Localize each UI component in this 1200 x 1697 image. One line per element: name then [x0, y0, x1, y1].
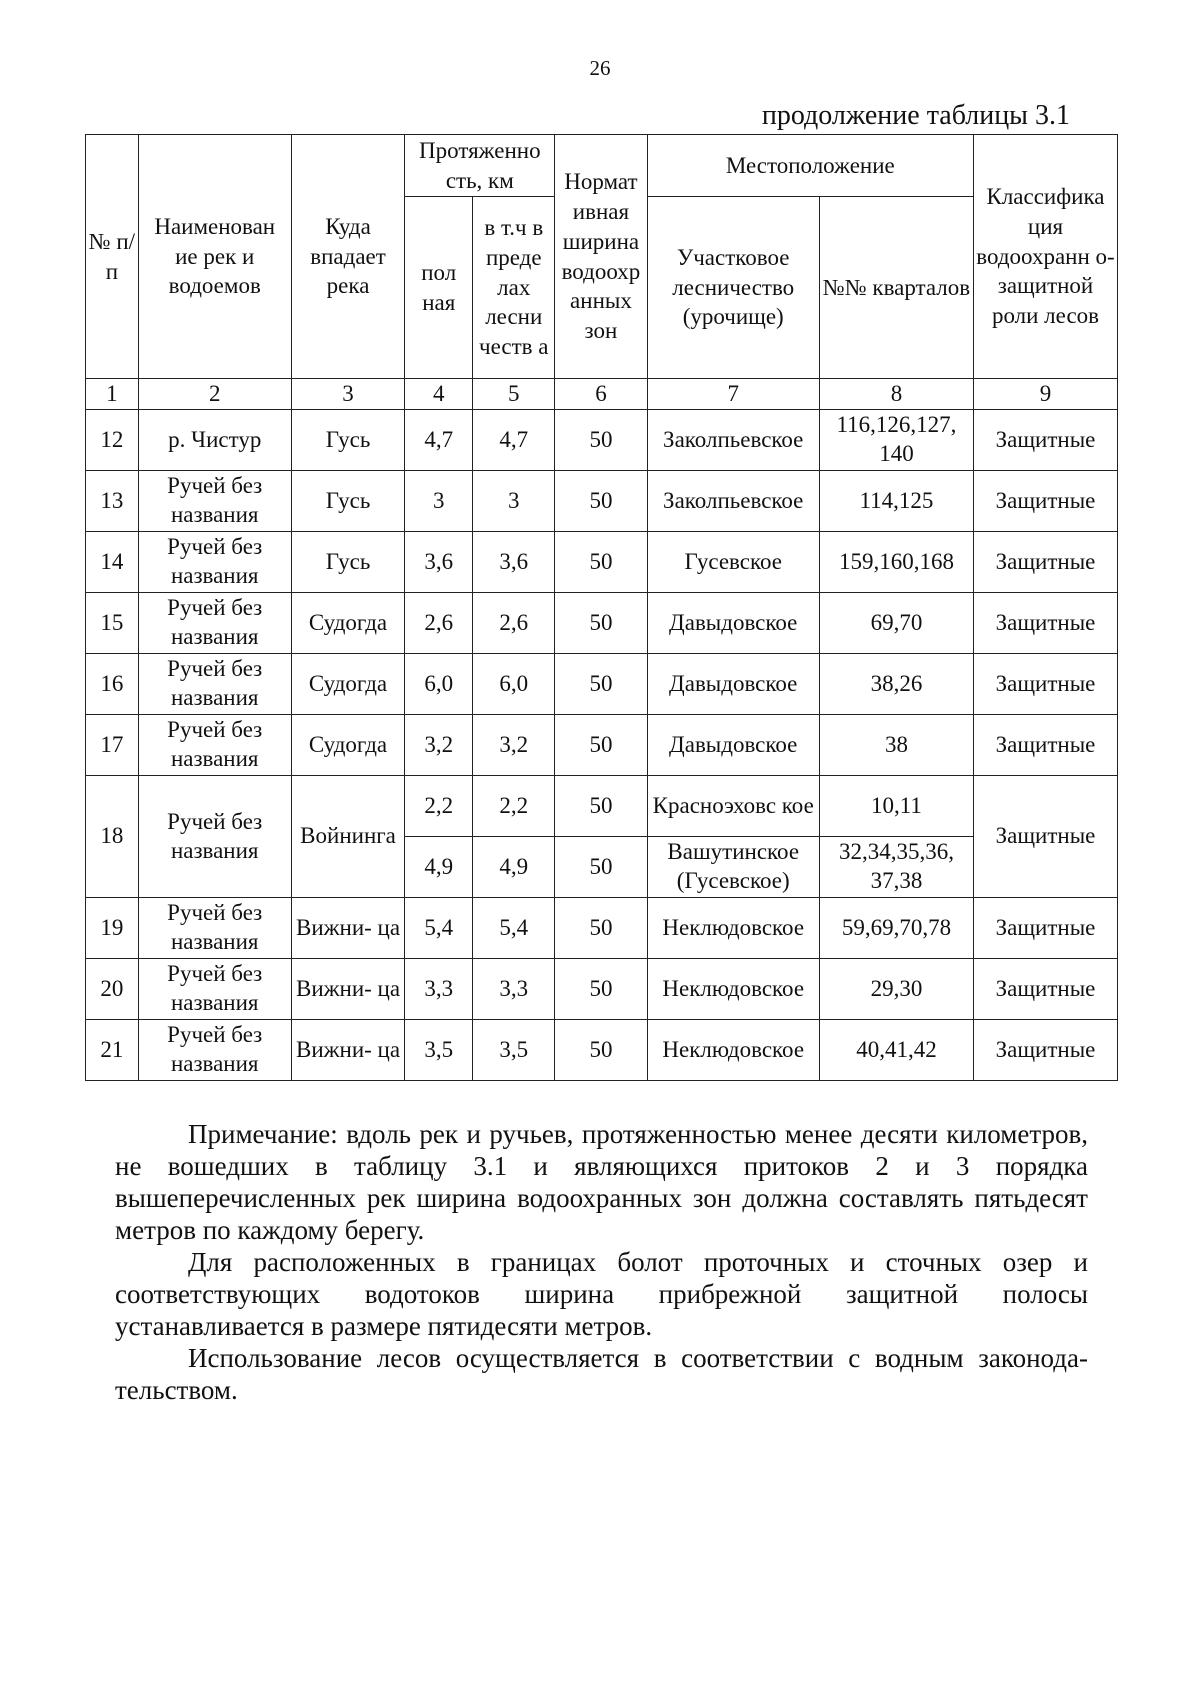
cell-norm-width: 50 [555, 715, 647, 776]
cell-length-in-forest: 6,0 [473, 654, 555, 715]
header-length-in-forest: в т.ч в преде лах лесни честв а [473, 197, 555, 379]
cell-quarters: 116,126,127, 140 [819, 410, 973, 471]
cell-length-in-forest: 2,2 [473, 776, 555, 837]
cell-classification: Защитные [973, 654, 1117, 715]
header-length-total: пол ная [405, 197, 473, 379]
cell-norm-width: 50 [555, 410, 647, 471]
cell-quarters: 114,125 [819, 471, 973, 532]
cell-length-in-forest: 4,7 [473, 410, 555, 471]
cell-num: 17 [86, 715, 139, 776]
cell-length-total: 6,0 [405, 654, 473, 715]
column-number: 7 [647, 379, 819, 410]
cell-classification: Защитные [973, 593, 1117, 654]
cell-flows-into: Гусь [291, 410, 405, 471]
header-district: Участковое лесничество (урочище) [647, 197, 819, 379]
cell-classification: Защитные [973, 410, 1117, 471]
cell-quarters: 159,160,168 [819, 532, 973, 593]
page-number: 26 [589, 56, 611, 80]
column-number: 3 [291, 379, 405, 410]
table-row [86, 471, 1118, 532]
cell-norm-width: 50 [555, 776, 647, 837]
cell-norm-width: 50 [555, 837, 647, 898]
cell-norm-width: 50 [555, 1020, 647, 1081]
cell-flows-into: Войнинга [291, 776, 405, 898]
cell-length-in-forest: 4,9 [473, 837, 555, 898]
cell-num: 18 [86, 776, 139, 898]
table-row [86, 715, 1118, 776]
column-number: 5 [473, 379, 555, 410]
note-paragraph: Для расположенных в границах болот проточных и сточных озер и соответствующих водотоков ширина прибрежной защитной полосы устанавливается в размере пятидесяти метров. [115, 1247, 1088, 1341]
cell-num: 13 [86, 471, 139, 532]
cell-num: 19 [86, 898, 139, 959]
cell-flows-into: Гусь [291, 471, 405, 532]
cell-length-in-forest: 2,6 [473, 593, 555, 654]
cell-flows-into: Вижни- ца [291, 959, 405, 1020]
cell-flows-into: Вижни- ца [291, 898, 405, 959]
cell-length-total: 3,5 [405, 1020, 473, 1081]
cell-quarters: 38 [819, 715, 973, 776]
column-number: 9 [973, 379, 1117, 410]
cell-length-total: 3 [405, 471, 473, 532]
column-number: 1 [86, 379, 139, 410]
note-paragraph: Примечание: вдоль рек и ручьев, протяженностью менее десяти километров, не вошедших в таблицу 3.1 и являющихся притоков 2 и 3 порядка вышеперечисленных рек ширина водоохранных зон должна составлять пятьдесят метров по каждому берегу. [115, 1119, 1088, 1245]
table-row [86, 959, 1118, 1020]
cell-name: Ручей без названия [138, 776, 291, 898]
cell-quarters: 59,69,70,78 [819, 898, 973, 959]
cell-classification: Защитные [973, 471, 1117, 532]
cell-flows-into: Судогда [291, 654, 405, 715]
column-number-row [86, 379, 1118, 410]
cell-quarters: 10,11 [819, 776, 973, 837]
cell-classification: Защитные [973, 1020, 1117, 1081]
cell-num: 12 [86, 410, 139, 471]
cell-quarters: 69,70 [819, 593, 973, 654]
cell-district: Давыдовское [647, 654, 819, 715]
cell-flows-into: Вижни- ца [291, 1020, 405, 1081]
cell-name: Ручей без названия [138, 532, 291, 593]
cell-norm-width: 50 [555, 593, 647, 654]
column-number: 8 [819, 379, 973, 410]
cell-length-total: 2,6 [405, 593, 473, 654]
cell-district: Вашутинское (Гусевское) [647, 837, 819, 898]
header-classification: Классифика ция водоохранн о-защитной роли лесов [973, 135, 1117, 379]
header-num: № п/п [86, 135, 139, 379]
cell-num: 20 [86, 959, 139, 1020]
cell-norm-width: 50 [555, 898, 647, 959]
table-row [86, 654, 1118, 715]
note-section [115, 1118, 1088, 1406]
cell-norm-width: 50 [555, 959, 647, 1020]
cell-classification: Защитные [973, 715, 1117, 776]
cell-norm-width: 50 [555, 654, 647, 715]
cell-district: Давыдовское [647, 715, 819, 776]
header-norm-width: Нормат ивная ширина водоохр анных зон [555, 135, 647, 379]
header-name: Наименован ие рек и водоемов [138, 135, 291, 379]
table-continuation-label: продолжение таблицы 3.1 [761, 100, 1070, 131]
cell-name: Ручей без названия [138, 959, 291, 1020]
cell-quarters: 32,34,35,36, 37,38 [819, 837, 973, 898]
cell-length-total: 3,6 [405, 532, 473, 593]
cell-name: Ручей без названия [138, 593, 291, 654]
cell-length-total: 2,2 [405, 776, 473, 837]
cell-length-in-forest: 3,2 [473, 715, 555, 776]
header-quarters: №№ кварталов [819, 197, 973, 379]
column-number: 2 [138, 379, 291, 410]
cell-name: Ручей без названия [138, 471, 291, 532]
cell-norm-width: 50 [555, 532, 647, 593]
cell-district: Неклюдовское [647, 1020, 819, 1081]
cell-num: 21 [86, 1020, 139, 1081]
cell-flows-into: Судогда [291, 593, 405, 654]
cell-num: 14 [86, 532, 139, 593]
cell-name: Ручей без названия [138, 715, 291, 776]
cell-length-in-forest: 5,4 [473, 898, 555, 959]
cell-district: Красноэховс кое [647, 776, 819, 837]
cell-quarters: 38,26 [819, 654, 973, 715]
cell-district: Заколпьевское [647, 410, 819, 471]
cell-length-total: 3,2 [405, 715, 473, 776]
table-row [86, 776, 1118, 837]
cell-length-in-forest: 3 [473, 471, 555, 532]
cell-name: р. Чистур [138, 410, 291, 471]
water-protection-table [85, 134, 1118, 1081]
cell-name: Ручей без названия [138, 654, 291, 715]
cell-length-total: 4,7 [405, 410, 473, 471]
table-row [86, 1020, 1118, 1081]
header-location-group: Местоположение [647, 135, 973, 197]
table-row [86, 410, 1118, 471]
cell-norm-width: 50 [555, 471, 647, 532]
cell-classification: Защитные [973, 776, 1117, 898]
cell-name: Ручей без названия [138, 1020, 291, 1081]
cell-length-in-forest: 3,6 [473, 532, 555, 593]
column-number: 4 [405, 379, 473, 410]
cell-flows-into: Судогда [291, 715, 405, 776]
cell-length-total: 4,9 [405, 837, 473, 898]
cell-flows-into: Гусь [291, 532, 405, 593]
table-row [86, 898, 1118, 959]
cell-num: 16 [86, 654, 139, 715]
cell-district: Заколпьевское [647, 471, 819, 532]
cell-district: Неклюдовское [647, 898, 819, 959]
cell-quarters: 40,41,42 [819, 1020, 973, 1081]
table-row [86, 593, 1118, 654]
cell-length-total: 3,3 [405, 959, 473, 1020]
cell-classification: Защитные [973, 959, 1117, 1020]
cell-district: Давыдовское [647, 593, 819, 654]
header-flows-into: Куда впадает река [291, 135, 405, 379]
cell-length-total: 5,4 [405, 898, 473, 959]
column-number: 6 [555, 379, 647, 410]
cell-district: Неклюдовское [647, 959, 819, 1020]
cell-district: Гусевское [647, 532, 819, 593]
cell-length-in-forest: 3,5 [473, 1020, 555, 1081]
cell-quarters: 29,30 [819, 959, 973, 1020]
table-row [86, 532, 1118, 593]
cell-classification: Защитные [973, 532, 1117, 593]
cell-num: 15 [86, 593, 139, 654]
cell-name: Ручей без названия [138, 898, 291, 959]
cell-classification: Защитные [973, 898, 1117, 959]
header-length-group: Протяженно сть, км [405, 135, 555, 197]
cell-length-in-forest: 3,3 [473, 959, 555, 1020]
note-paragraph: Использование лесов осуществляется в соответствии с водным законода-тельством. [115, 1343, 1088, 1405]
